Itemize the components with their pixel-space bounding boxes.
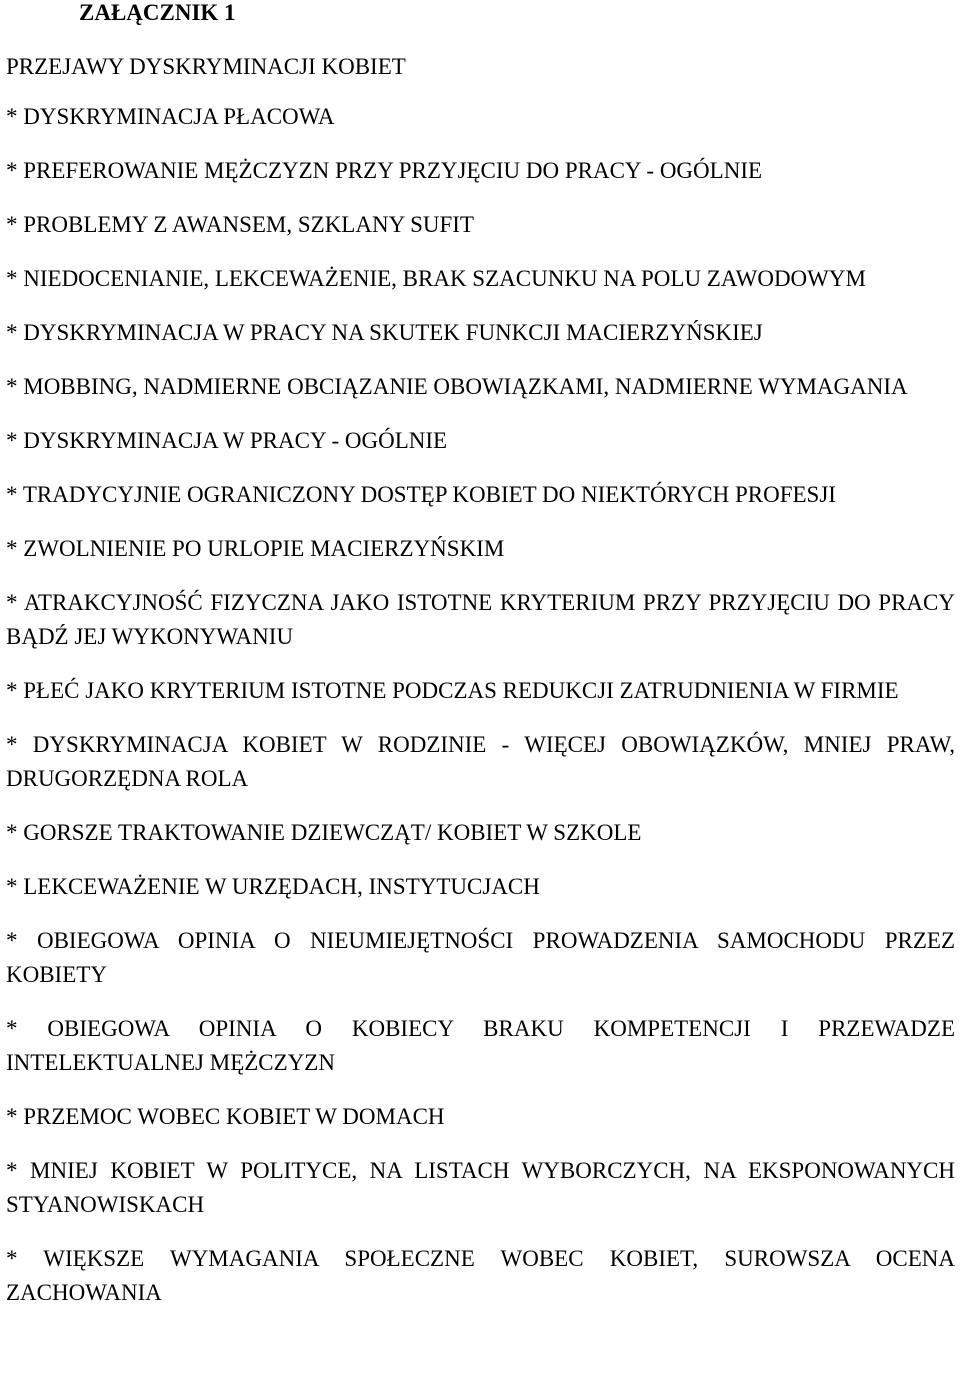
list-item: * GORSZE TRAKTOWANIE DZIEWCZĄT/ KOBIET W SZKOLE	[6, 820, 642, 845]
list-item: * MNIEJ KOBIET W POLITYCE, NA LISTACH WYBORCZYCH, NA EKSPONOWANYCH STYANOWISKACH	[6, 1158, 955, 1217]
list-item: * PROBLEMY Z AWANSEM, SZKLANY SUFIT	[6, 212, 474, 237]
attachment-heading: ZAŁĄCZNIK 1	[79, 0, 236, 25]
list-item: * DYSKRYMINACJA W PRACY - OGÓLNIE	[6, 428, 448, 453]
list-item: * NIEDOCENIANIE, LEKCEWAŻENIE, BRAK SZACUNKU NA POLU ZAWODOWYM	[6, 266, 866, 291]
list-item: * PREFEROWANIE MĘŻCZYZN PRZY PRZYJĘCIU DO PRACY - OGÓLNIE	[6, 158, 763, 183]
list-item: * OBIEGOWA OPINIA O NIEUMIEJĘTNOŚCI PROWADZENIA SAMOCHODU PRZEZ KOBIETY	[6, 928, 955, 987]
list-item: * ATRAKCYJNOŚĆ FIZYCZNA JAKO ISTOTNE KRYTERIUM PRZY PRZYJĘCIU DO PRACY BĄDŹ JEJ WYKONYWANIU	[6, 590, 955, 649]
list-item: * OBIEGOWA OPINIA O KOBIECY BRAKU KOMPETENCJI I PRZEWADZE INTELEKTUALNEJ MĘŻCZYZN	[6, 1016, 955, 1075]
list-item: * TRADYCYJNIE OGRANICZONY DOSTĘP KOBIET DO NIEKTÓRYCH PROFESJI	[6, 482, 836, 507]
list-item: * MOBBING, NADMIERNE OBCIĄZANIE OBOWIĄZKAMI, NADMIERNE WYMAGANIA	[6, 374, 908, 399]
list-item: * DYSKRYMINACJA PŁACOWA	[6, 104, 335, 129]
discrimination-list	[6, 100, 955, 1310]
document-title: PRZEJAWY DYSKRYMINACJI KOBIET	[6, 54, 406, 79]
list-item: * PŁEĆ JAKO KRYTERIUM ISTOTNE PODCZAS REDUKCJI ZATRUDNIENIA W FIRMIE	[6, 678, 899, 703]
list-item: * ZWOLNIENIE PO URLOPIE MACIERZYŃSKIM	[6, 536, 505, 561]
list-item: * PRZEMOC WOBEC KOBIET W DOMACH	[6, 1104, 445, 1129]
list-item: * WIĘKSZE WYMAGANIA SPOŁECZNE WOBEC KOBIET, SUROWSZA OCENA ZACHOWANIA	[6, 1246, 955, 1305]
list-item: * DYSKRYMINACJA W PRACY NA SKUTEK FUNKCJI MACIERZYŃSKIEJ	[6, 320, 763, 345]
list-item: * DYSKRYMINACJA KOBIET W RODZINIE - WIĘCEJ OBOWIĄZKÓW, MNIEJ PRAW, DRUGORZĘDNA ROLA	[6, 732, 955, 791]
list-item: * LEKCEWAŻENIE W URZĘDACH, INSTYTUCJACH	[6, 874, 540, 899]
